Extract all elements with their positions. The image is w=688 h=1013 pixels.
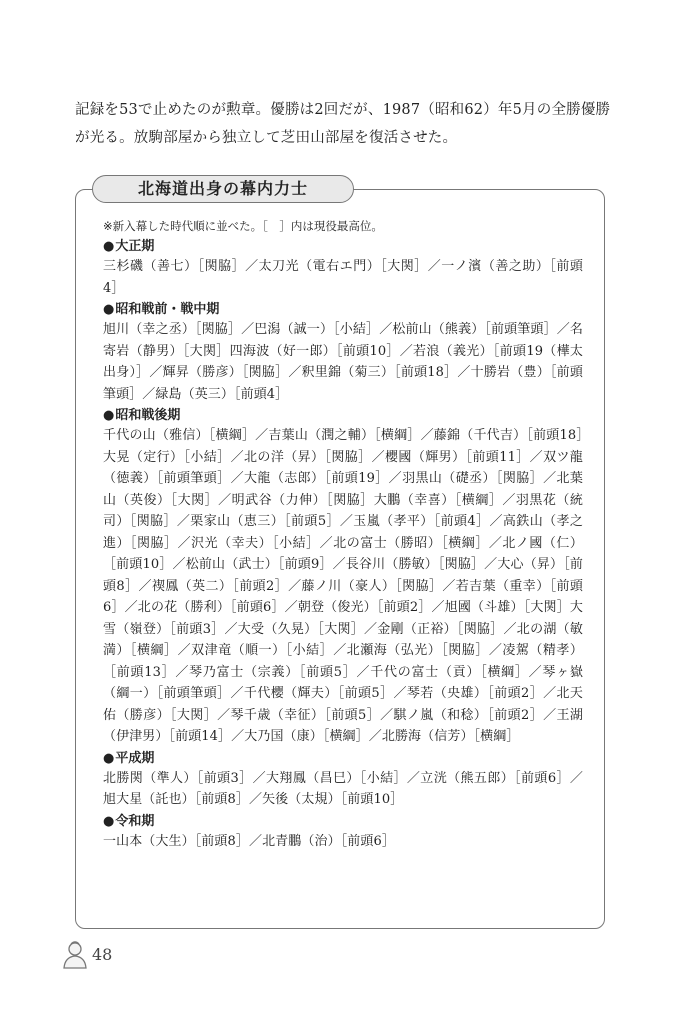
era-heading-taisho: ● 大正期 — [103, 238, 583, 256]
section-title: 北海道出身の幕内力士 — [92, 175, 354, 203]
sumo-wrestler-icon — [60, 940, 90, 970]
era-heading-heisei: ● 平成期 — [103, 750, 583, 768]
era-list-showa-postwar: 千代の山（雅信）［横綱］／吉葉山（潤之輔）［横綱］／藤錦（千代吉）［前頭18］大晃（定行）［小結］／北の洋（昇）［関脇］／櫻國（輝男）［前頭11］／双ツ龍（徳義）［前頭筆頭］／大龍（志郎）［前頭19］／羽黒山（礎丞）［関脇］／北葉山（英俊）［大関］／明武谷（力伸）［関脇］大鵬（幸喜）［横綱］／羽黒花（統司）［関脇］／栗家山（恵三）［前頭5］／玉嵐（孝平）［前頭4］／高鉄山（孝之進）［関脇］／沢光（幸夫）［小結］／北の富士（勝昭）［横綱］／北ノ國（仁）［前頭10］／松前山（武士）［前頭9］／長谷川（勝敏）［関脇］／大心（昇）［前頭8］／禊鳳（英二）［前頭2］／藤ノ川（豪人）［関脇］／若吉葉（重幸）［前頭6］／北の花（勝利）［前頭6］／朝登（俊光）［前頭2］／旭國（斗雄）［大関］大雪（嶺登）［前頭3］／大受（久晃）［大関］／金剛（正裕）［関脇］／北の湖（敏満）［横綱］／双津竜（順一）［小結］／北瀬海（弘光）［関脇］／凌駕（精孝）［前頭13］／琴乃富士（宗義）［前頭5］／千代の富士（貢）［横綱］／琴ヶ嶽（綱一）［前頭筆頭］／千代櫻（輝夫）［前頭5］／琴若（央雄）［前頭2］／北天佑（勝彦）［大関］／琴千歳（幸征）［前頭5］／騏ノ嵐（和稔）［前頭2］／王湖（伊津男）［前頭14］／大乃国（康）［横綱］／北勝海（信芳）［横綱］ — [103, 428, 583, 744]
intro-paragraph: 記録を53で止めたのが勲章。優勝は2回だが、1987（昭和62）年5月の全勝優勝が光る。放駒部屋から独立して芝田山部屋を復活させた。 — [75, 102, 611, 146]
era-list-taisho: 三杉磯（善七）［関脇］／太刀光（電右エ門）［大関］／一ノ濱（善之助）［前頭4］ — [103, 259, 583, 296]
era-list-heisei: 北勝関（準人）［前頭3］／大翔鳳（昌巳）［小結］／立洸（熊五郎）［前頭6］／旭大星（託也）［前頭8］／矢後（太規）［前頭10］ — [103, 770, 583, 807]
era-heading-showa-postwar: ● 昭和戦後期 — [103, 407, 583, 425]
era-heading-showa-prewar: ● 昭和戦前・戦中期 — [103, 301, 583, 319]
era-list-reiwa: 一山本（大生）［前頭8］／北青鵬（治）［前頭6］ — [103, 833, 395, 849]
list-note: ※新入幕した時代順に並べた。［ ］内は現役最高位。 — [103, 219, 383, 233]
panel-body — [103, 216, 583, 852]
page-number: 48 — [92, 945, 113, 964]
era-list-showa-prewar: 旭川（幸之丞）［関脇］／巴潟（誠一）［小結］／松前山（熊義）［前頭筆頭］／名寄岩（静男）［大関］四海波（好一郎）［前頭10］／若浪（義光）［前頭19（樺太出身）］／輝昇（勝彦）［関脇］／釈里錦（菊三）［前頭18］／十勝岩（豊）［前頭筆頭］／緑島（英三）［前頭4］ — [103, 322, 583, 402]
era-heading-reiwa: ● 令和期 — [103, 813, 583, 831]
